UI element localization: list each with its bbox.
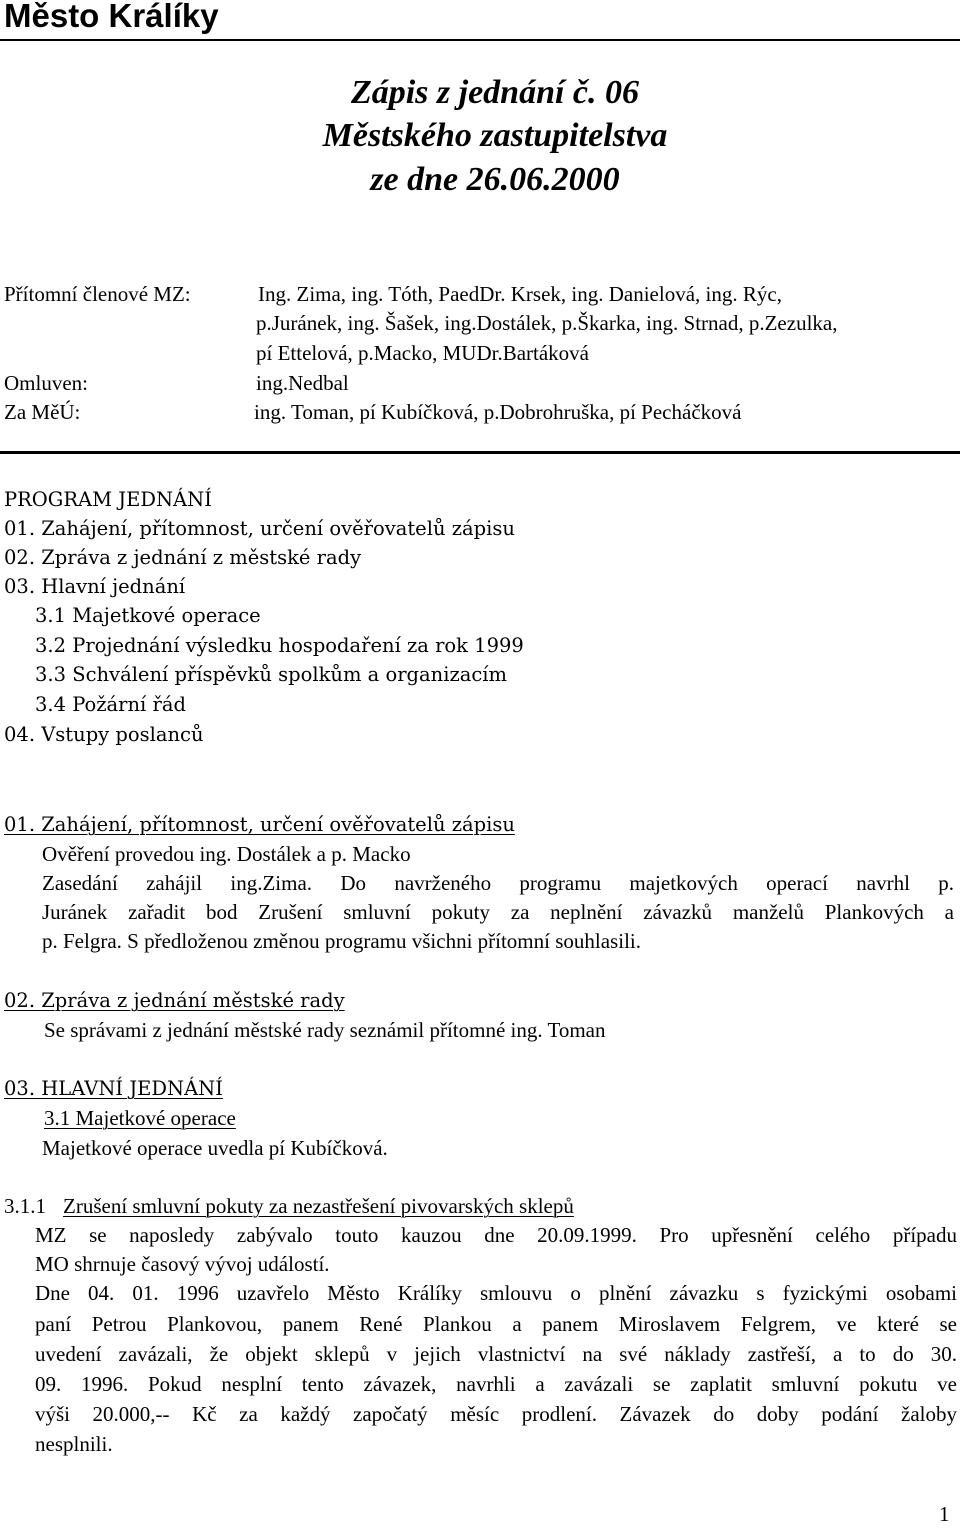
section-311-heading: Zrušení smluvní pokuty za nezastřešení pivovarských sklepů bbox=[63, 1194, 574, 1218]
present-members-label: Přítomní členové MZ: bbox=[4, 282, 191, 306]
program-heading: PROGRAM JEDNÁNÍ bbox=[4, 488, 212, 511]
program-item: 02. Zpráva z jednání z městské rady bbox=[4, 546, 362, 569]
program-subitem: 3.3 Schválení příspěvků spolkům a organizacím bbox=[35, 663, 507, 686]
program-subitem: 3.1 Majetkové operace bbox=[35, 604, 261, 627]
town-name: Město Králíky bbox=[4, 0, 219, 34]
section-311-text: MZ se naposledy zabývalo touto kauzou dne 20.09.1999. Pro upřesnění celého případu bbox=[35, 1223, 957, 1247]
section-01-text: Juránek zařadit bod Zrušení smluvní pokuty za neplnění závazků manželů Plankových a bbox=[42, 900, 954, 924]
present-members-line1: Ing. Zima, ing. Tóth, PaedDr. Krsek, ing. Danielová, ing. Rýc, bbox=[258, 282, 782, 306]
excused-label: Omluven: bbox=[4, 371, 88, 395]
section-01-heading: 01. Zahájení, přítomnost, určení ověřovatelů zápisu bbox=[4, 813, 515, 836]
program-item: 04. Vstupy poslanců bbox=[4, 723, 204, 746]
document-title-line2: Městského zastupitelstva bbox=[322, 117, 668, 154]
program-subitem: 3.4 Požární řád bbox=[35, 693, 186, 716]
section-divider bbox=[0, 451, 960, 454]
office-names: ing. Toman, pí Kubíčková, p.Dobrohruška, pí Pecháčková bbox=[254, 400, 742, 424]
section-01-text: Zasedání zahájil ing.Zima. Do navrženého programu majetkových operací navrhl p. bbox=[42, 871, 954, 895]
document-title-line3: ze dne 26.06.2000 bbox=[370, 161, 620, 198]
section-03-subheading: 3.1 Majetkové operace bbox=[44, 1106, 236, 1130]
section-03-text: Majetkové operace uvedla pí Kubíčková. bbox=[42, 1136, 388, 1160]
section-02-text: Se správami z jednání městské rady seznámil přítomné ing. Toman bbox=[44, 1018, 606, 1042]
present-members-line3: pí Ettelová, p.Macko, MUDr.Bartáková bbox=[256, 341, 590, 365]
section-01-text: Ověření provedou ing. Dostálek a p. Macko bbox=[42, 842, 411, 866]
present-members-line2: p.Juránek, ing. Šašek, ing.Dostálek, p.Škarka, ing. Strnad, p.Zezulka, bbox=[256, 311, 838, 335]
section-311-number: 3.1.1 bbox=[4, 1194, 46, 1218]
section-311-text: uvedení zavázali, že objekt sklepů v jejich vlastnictví na své náklady zastřeší, a to do 30. bbox=[35, 1342, 957, 1366]
program-item: 03. Hlavní jednání bbox=[4, 575, 186, 598]
section-02-heading: 02. Zpráva z jednání městské rady bbox=[4, 989, 345, 1012]
program-item: 01. Zahájení, přítomnost, určení ověřovatelů zápisu bbox=[4, 517, 515, 540]
section-03-heading: 03. HLAVNÍ JEDNÁNÍ bbox=[4, 1077, 223, 1100]
office-label: Za MěÚ: bbox=[4, 400, 81, 424]
section-01-text: p. Felgra. S předloženou změnou programu všichni přítomní souhlasili. bbox=[42, 929, 641, 953]
page-number: 1 bbox=[939, 1502, 950, 1526]
excused-names: ing.Nedbal bbox=[256, 371, 349, 395]
section-311-text: nesplnili. bbox=[35, 1432, 113, 1456]
document-title-line1: Zápis z jednání č. 06 bbox=[350, 74, 640, 111]
section-311-text: výši 20.000,-- Kč za každý započatý měsíc prodlení. Závazek do doby podání žaloby bbox=[35, 1402, 957, 1426]
program-subitem: 3.2 Projednání výsledku hospodaření za rok 1999 bbox=[35, 634, 524, 657]
header-divider bbox=[0, 39, 960, 41]
section-311-text: Dne 04. 01. 1996 uzavřelo Město Králíky smlouvu o plnění závazku s fyzickými osobami bbox=[35, 1281, 957, 1305]
section-311-text: 09. 1996. Pokud nesplní tento závazek, navrhli a zavázali se zaplatit smluvní pokutu ve bbox=[35, 1372, 957, 1396]
section-311-text: paní Petrou Plankovou, panem René Plankou a panem Miroslavem Felgrem, ve které se bbox=[35, 1312, 957, 1336]
section-311-text: MO shrnuje časový vývoj událostí. bbox=[35, 1252, 330, 1276]
